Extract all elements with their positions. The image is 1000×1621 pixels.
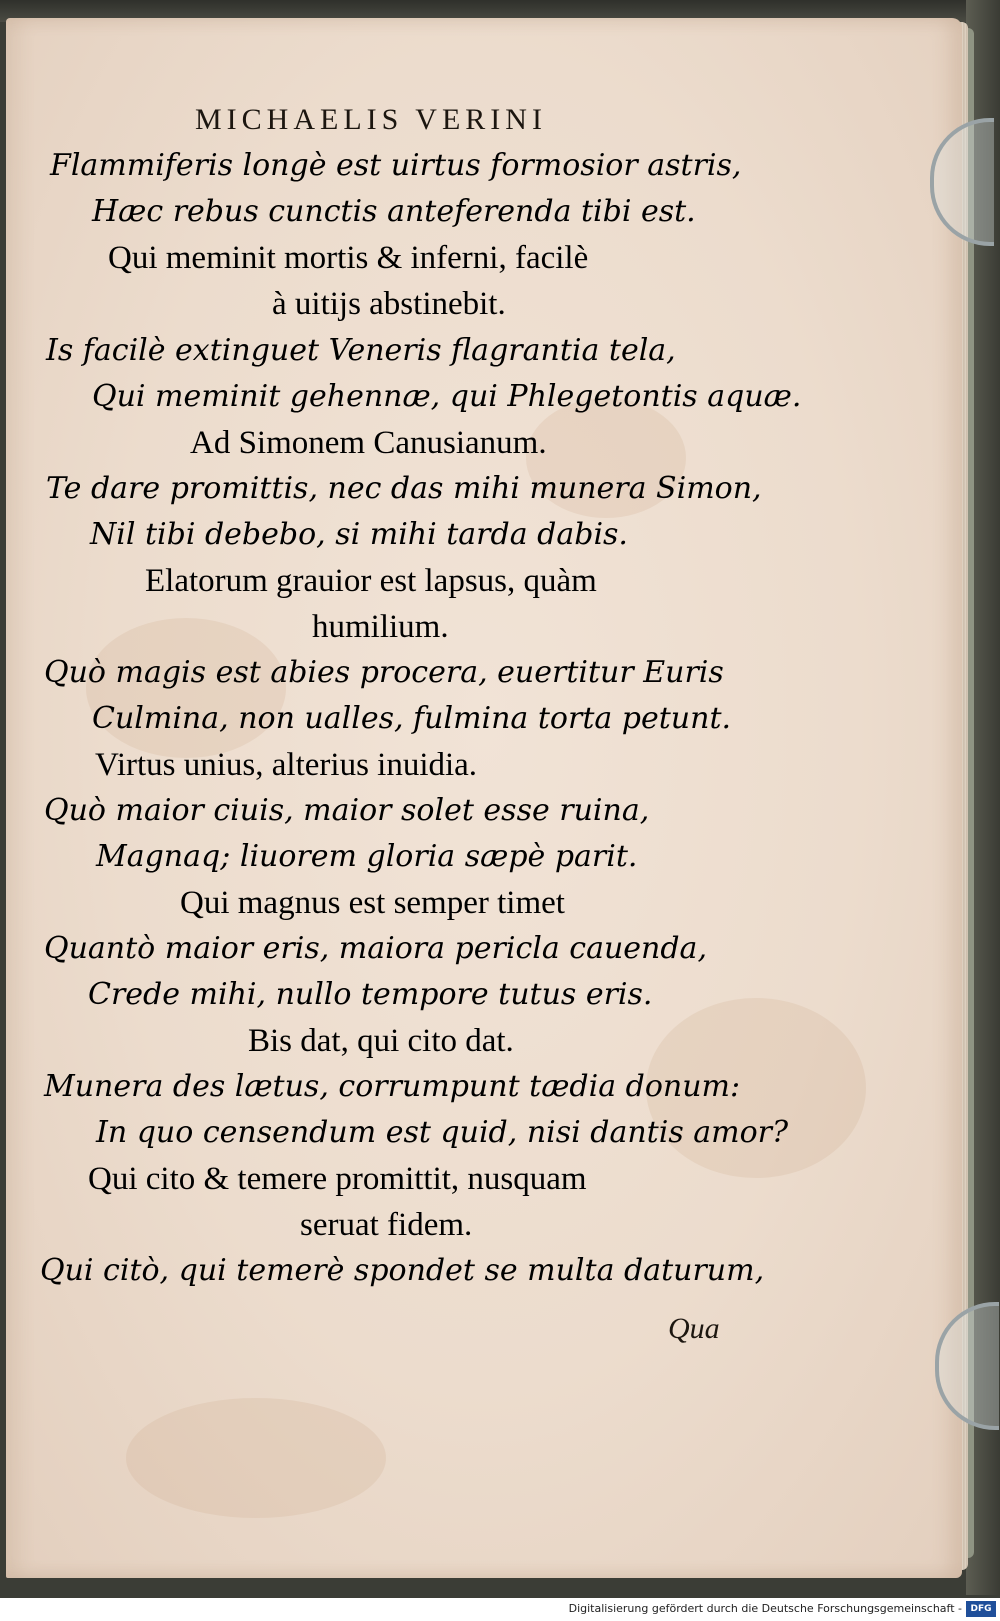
text-line: Quò magis est abies procera, euertitur Euris: [44, 655, 724, 690]
text-line: In quo censendum est quid, nisi dantis amor?: [96, 1115, 789, 1150]
text-line: Qui cito & temere promittit, nusquam: [88, 1161, 587, 1197]
footer-banner: [0, 1598, 1000, 1621]
text-line: Quantò maior eris, maiora pericla cauenda,: [44, 931, 707, 966]
funding-note: Digitalisierung gefördert durch die Deutsche Forschungsgemeinschaft -: [568, 1602, 962, 1615]
text-line: à uitijs abstinebit.: [272, 286, 506, 322]
paper-stain: [126, 1398, 386, 1518]
catchword: Qua: [668, 1312, 720, 1345]
text-line: Elatorum grauior est lapsus, quàm: [145, 563, 597, 599]
text-line: Qui meminit mortis & inferni, facilè: [108, 240, 589, 276]
text-line: Qui magnus est semper timet: [180, 885, 565, 921]
text-line: seruat fidem.: [300, 1207, 473, 1243]
text-line: Crede mihi, nullo tempore tutus eris.: [88, 977, 653, 1012]
text-line: humilium.: [312, 609, 449, 645]
dfg-logo-icon: DFG: [966, 1601, 996, 1617]
text-line: Munera des lætus, corrumpunt tædia donum:: [44, 1069, 741, 1104]
text-line: Nil tibi debebo, si mihi tarda dabis.: [90, 517, 628, 552]
text-line: Qui meminit gehennæ, qui Phlegetontis aquæ.: [92, 379, 802, 414]
text-line: Te dare promittis, nec das mihi munera Simon,: [46, 471, 762, 506]
text-line: Ad Simonem Canusianum.: [190, 425, 547, 461]
running-head: MICHAELIS VERINI: [195, 103, 547, 136]
text-line: Bis dat, qui cito dat.: [248, 1023, 514, 1059]
text-line: Quò maior ciuis, maior solet esse ruina,: [44, 793, 650, 828]
text-line: Hæc rebus cunctis anteferenda tibi est.: [92, 194, 696, 229]
text-line: Flammiferis longè est uirtus formosior astris,: [50, 148, 742, 183]
text-line: Magnaq; liuorem gloria sæpè parit.: [96, 839, 638, 874]
text-line: Qui citò, qui temerè spondet se multa daturum,: [40, 1253, 765, 1288]
text-line: Virtus unius, alterius inuidia.: [95, 747, 478, 783]
text-line: Culmina, non ualles, fulmina torta petunt.: [92, 701, 732, 736]
text-line: Is facilè extinguet Veneris flagrantia tela,: [46, 333, 676, 368]
